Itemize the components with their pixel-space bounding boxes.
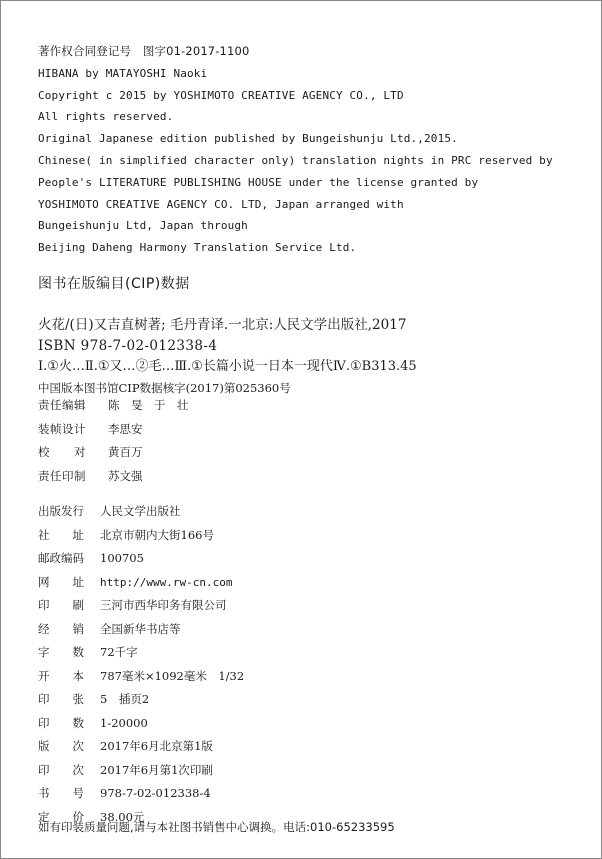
pub-label: 网 址 (38, 574, 84, 589)
cip-subject-line: Ⅰ.①火…Ⅱ.①又…②毛…Ⅲ.①长篇小说一日本一现代Ⅳ.①B313.45 (38, 359, 417, 374)
pub-value: 2017年6月北京第1版 (100, 739, 213, 753)
pub-value: 人民文学出版社 (100, 504, 181, 518)
pub-row (38, 547, 244, 571)
staff-value: 黄百万 (108, 445, 143, 459)
cip-title-line: 火花/(日)又吉直树著; 毛丹青译.一北京:人民文学出版社,2017 (38, 317, 407, 333)
copyright-line: Beijing Daheng Harmony Translation Service Ltd. (38, 241, 357, 255)
pub-label: 印 刷 (38, 598, 84, 612)
pub-row (38, 782, 244, 806)
copyright-block (38, 41, 578, 259)
pub-label: 印 张 (38, 692, 84, 706)
cip-core-line: 中国版本图书馆CIP数据核字(2017)第025360号 (38, 381, 291, 395)
pub-value: 三河市西华印务有限公司 (100, 598, 227, 612)
copyright-line: Copyright c 2015 by YOSHIMOTO CREATIVE AGENCY CO., LTD (38, 88, 404, 102)
staff-value: 陈 旻 于 壮 (108, 398, 189, 412)
pub-label: 书 号 (38, 786, 84, 800)
pub-label: 印 数 (38, 715, 84, 730)
pub-value: 全国新华书店等 (100, 621, 181, 636)
pub-row (38, 665, 244, 689)
pub-label: 经 销 (38, 621, 84, 636)
pub-value: 5 插页2 (100, 692, 150, 706)
pub-row (38, 735, 244, 759)
cip-data (38, 314, 578, 398)
publication-info (38, 500, 244, 829)
staff-label: 责任印制 (38, 468, 86, 483)
pub-label: 字 数 (38, 645, 84, 659)
copyright-line: All rights reserved. (38, 110, 174, 124)
pub-value: 787毫米×1092毫米 1/32 (100, 668, 245, 683)
staff-label: 校 对 (38, 445, 86, 459)
staff-row (38, 418, 189, 442)
pub-row (38, 688, 244, 712)
staff-credits (38, 394, 189, 488)
pub-value: 38.00元 (100, 809, 145, 824)
copyright-line: People's LITERATURE PUBLISHING HOUSE under the license granted by (38, 175, 479, 189)
copyright-line: HIBANA by MATAYOSHI Naoki (38, 66, 208, 80)
pub-row (38, 712, 244, 736)
pub-row (38, 500, 244, 524)
pub-value: 北京市朝内大街166号 (100, 527, 214, 542)
website-url[interactable]: http://www.rw-cn.com (100, 575, 233, 589)
pub-label: 出版发行 (38, 504, 84, 518)
pub-label: 邮政编码 (38, 551, 84, 565)
pub-value: 72千字 (100, 645, 138, 659)
copyright-line: Chinese( in simplified character only) translation nights in PRC reserved by (38, 153, 553, 167)
staff-value: 苏文强 (108, 468, 143, 483)
quality-notice: 如有印装质量问题,请与本社图书销售中心调换。电话:010-65233595 (38, 820, 395, 834)
pub-label: 版 次 (38, 739, 84, 753)
staff-label: 责任编辑 (38, 398, 86, 412)
staff-row (38, 394, 189, 418)
cip-isbn-line: ISBN 978-7-02-012338-4 (38, 338, 218, 354)
pub-value: 1-20000 (100, 715, 148, 730)
contract-registration: 著作权合同登记号 图字01-2017-1100 (38, 44, 250, 58)
pub-label: 社 址 (38, 527, 84, 542)
pub-row (38, 759, 244, 783)
pub-label: 印 次 (38, 762, 84, 777)
pub-row (38, 641, 244, 665)
pub-label: 开 本 (38, 668, 84, 683)
pub-row (38, 524, 244, 548)
pub-value: 2017年6月第1次印刷 (100, 762, 213, 777)
staff-label: 装帧设计 (38, 421, 86, 436)
staff-row (38, 465, 189, 489)
copyright-line: Original Japanese edition published by Bungeishunju Ltd.,2015. (38, 132, 458, 146)
copyright-line: YOSHIMOTO CREATIVE AGENCY CO. LTD, Japan arranged with (38, 197, 404, 211)
pub-row (38, 618, 244, 642)
pub-row (38, 594, 244, 618)
pub-value: 100705 (100, 551, 144, 565)
staff-value: 李思安 (108, 421, 143, 436)
pub-row (38, 571, 244, 595)
pub-label: 定 价 (38, 809, 84, 824)
cip-heading: 图书在版编目(CIP)数据 (38, 276, 190, 292)
staff-row (38, 441, 189, 465)
pub-value: 978-7-02-012338-4 (100, 786, 211, 800)
copyright-line: Bungeishunju Ltd, Japan through (38, 219, 248, 233)
